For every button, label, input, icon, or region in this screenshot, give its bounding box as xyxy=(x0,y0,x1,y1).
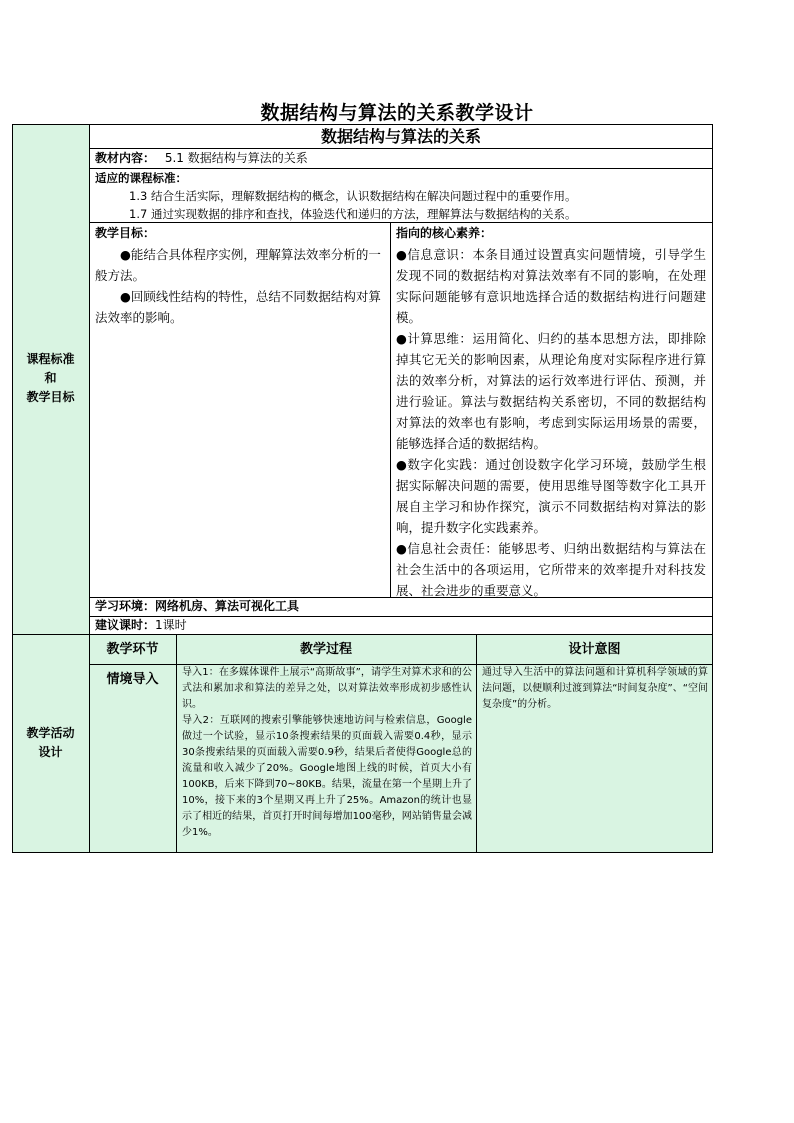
literacy-label: 指向的核心素养： xyxy=(396,226,493,240)
process-paragraph: 导入1：在多媒体课件上展示“高斯故事”，请学生对算术求和的公式法和累加求和算法的差异之处，以对算法效率形成初步感性认识。 xyxy=(182,667,472,710)
stage-cell-bg xyxy=(89,664,176,853)
activity-label-line2: 设计 xyxy=(38,745,63,759)
hours-value: 1课时 xyxy=(155,618,187,632)
textbook-value: 5.1 数据结构与算法的关系 xyxy=(164,151,308,165)
standards-label-line2: 和 xyxy=(44,371,57,385)
border-bottom xyxy=(12,852,713,853)
lesson-plan-table xyxy=(12,124,713,853)
goals-label: 教学目标： xyxy=(95,226,156,240)
core-literacy xyxy=(396,223,706,601)
goal-item: ●能结合具体程序实例，理解算法效率分析的一般方法。 xyxy=(95,247,381,283)
divider-process-intent xyxy=(476,634,477,853)
curriculum-standards xyxy=(95,169,707,223)
hours-label: 建议课时： xyxy=(95,618,156,632)
teaching-goals xyxy=(95,223,385,328)
divider-stage-process xyxy=(176,634,177,853)
border-right xyxy=(712,124,713,853)
lesson-title: 数据结构与算法的关系 xyxy=(320,127,481,146)
divider-label-col xyxy=(89,124,90,853)
literacy-item: ●计算思维：运用简化、归约的基本思想方法，即排除掉其它无关的影响因素，从理论角度对实际程序进行算法的效率分析，对算法的运行效率进行评估、预测，并进行验证。算法与数据结构关系密切，不同的数据结构对算法的效率也有影响，考虑到实际运用场景的需要，能够选择合适的数据结构。 xyxy=(396,331,706,451)
env-label: 学习环境： xyxy=(95,599,156,613)
header-intent: 设计意图 xyxy=(568,642,621,657)
header-process: 教学过程 xyxy=(299,642,352,657)
activity-label-line1: 教学活动 xyxy=(26,726,75,740)
goal-item: ●回顾线性结构的特性，总结不同数据结构对算法效率的影响。 xyxy=(95,289,381,325)
textbook-row xyxy=(95,148,705,168)
standard-item: 1.7 通过实现数据的排序和查找，体验迭代和递归的方法，理解算法与数据结构的关系。 xyxy=(129,207,577,221)
learning-environment xyxy=(95,597,705,616)
env-value: 网络机房、算法可视化工具 xyxy=(155,599,300,613)
textbook-label: 教材内容： xyxy=(95,151,156,165)
header-stage: 教学环节 xyxy=(106,642,159,657)
standards-label: 适应的课程标准： xyxy=(95,171,187,185)
process-cell xyxy=(182,665,472,841)
standards-section-label xyxy=(12,350,89,407)
stage-cell: 情境导入 xyxy=(106,672,159,687)
activity-section-label xyxy=(12,724,89,762)
divider-goals-literacy xyxy=(390,222,391,597)
literacy-item: ●信息社会责任：能够思考、归纳出数据结构与算法在社会生活中的各项运用，它所带来的效率提升对科技发展、社会进步的重要意义。 xyxy=(396,541,706,598)
standard-item: 1.3 结合生活实际，理解数据结构的概念，认识数据结构在解决问题过程中的重要作用。 xyxy=(129,189,577,203)
standards-label-line3: 教学目标 xyxy=(26,390,75,404)
process-paragraph: 导入2：互联网的搜索引擎能够快速地访问与检索信息，Google做过一个试验，显示10条搜索结果的页面载入需要0.4秒，显示30条搜索结果的页面载入需要0.9秒，结果后者使得Google总的流量和收入减少了20%。Google地图上线的时候，首页大小有100KB，后来下降到70~80KB。结果，流量在第一个星期上升了10%，接下来的3个星期又再上升了25%。Amazon的统计也显示了相近的结果，首页打开时间每增加100毫秒，网站销售量会减少1%。 xyxy=(182,715,472,838)
literacy-item: ●数字化实践：通过创设数字化学习环境，鼓励学生根据实际解决问题的需要，使用思维导图等数字化工具开展自主学习和协作探究，演示不同数据结构对算法的影响，提升数字化实践素养。 xyxy=(396,457,706,535)
standards-label-line1: 课程标准 xyxy=(26,352,75,366)
document-title: 数据结构与算法的关系教学设计 xyxy=(260,102,534,124)
intent-cell: 通过导入生活中的算法问题和计算机科学领域的算法问题，以便顺利过渡到算法“时间复杂度”、“空间复杂度”的分析。 xyxy=(482,667,708,710)
literacy-item: ●信息意识：本条目通过设置真实问题情境，引导学生发现不同的数据结构对算法效率有不同的影响，在处理实际问题能够有意识地选择合适的数据结构进行问题建模。 xyxy=(396,247,706,325)
suggested-hours xyxy=(95,616,705,634)
